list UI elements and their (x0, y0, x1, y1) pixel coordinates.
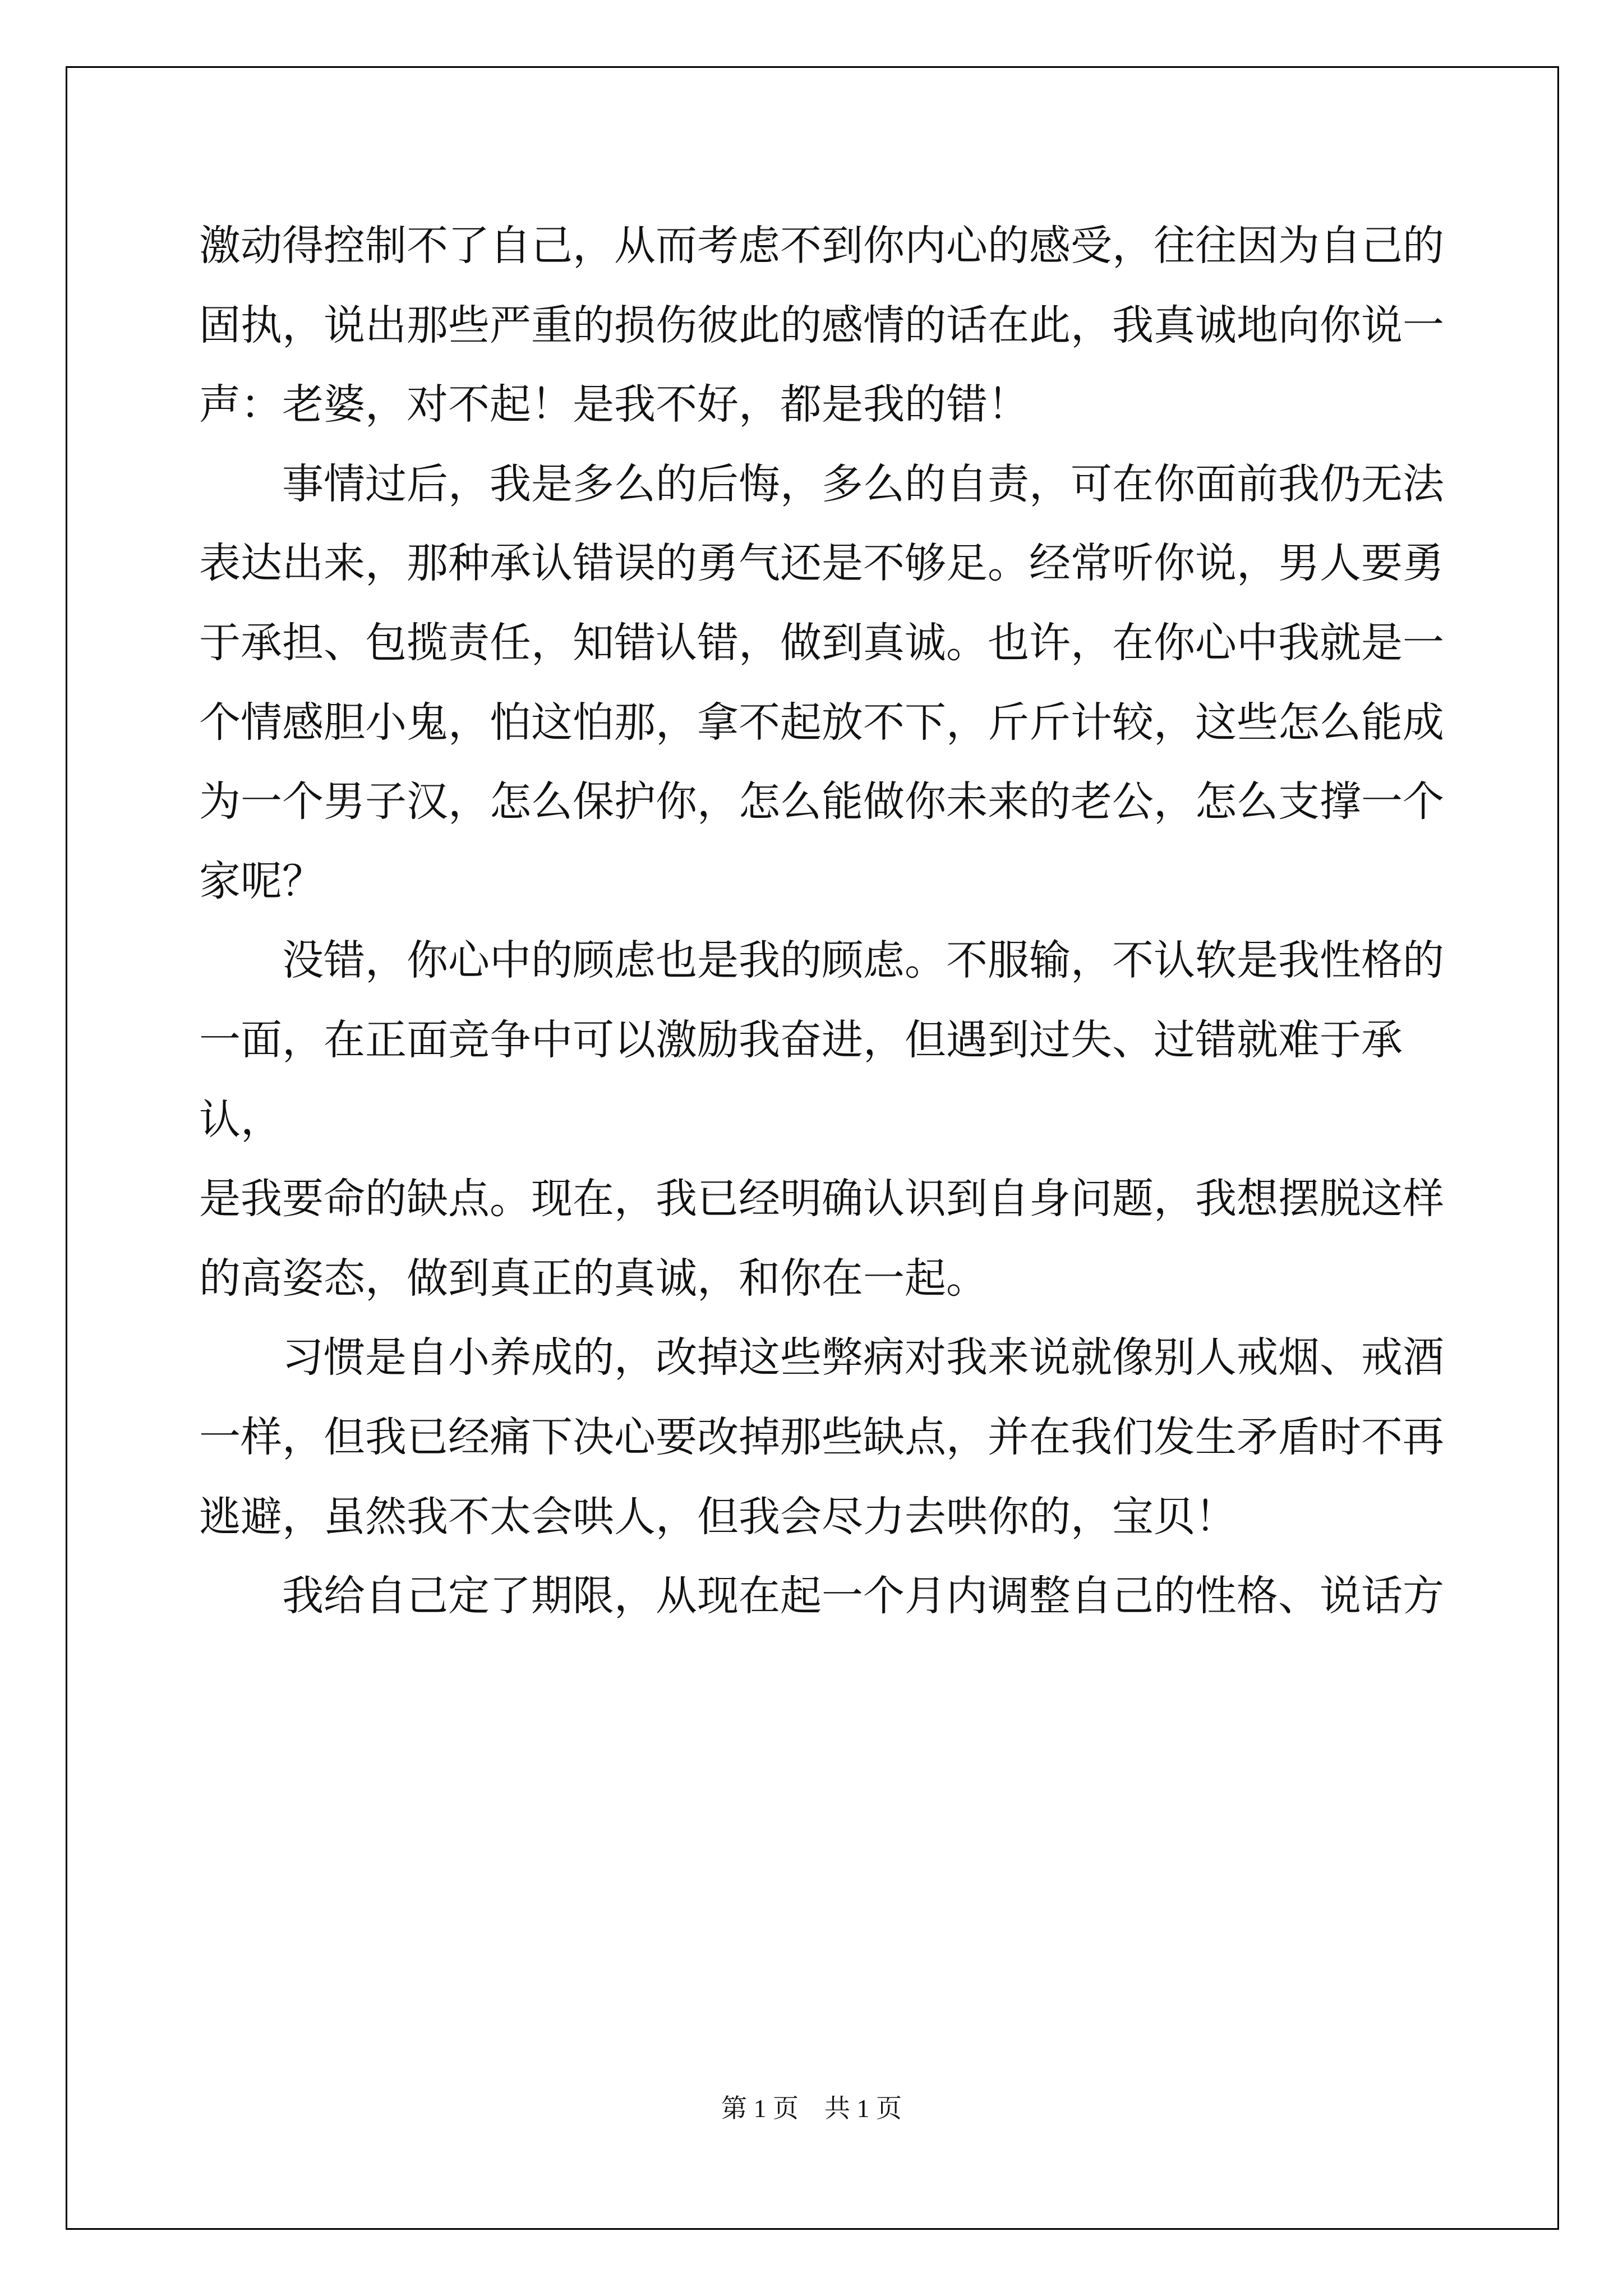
text-line: 没错，你心中的顾虑也是我的顾虑。不服输，不认软是我性格的 (199, 936, 1444, 985)
text-line: 我给自己定了期限，从现在起一个月内调整自己的性格、说话方 (199, 1572, 1444, 1621)
text-line: 逃避，虽然我不太会哄人，但我会尽力去哄你的，宝贝！ (199, 1492, 1237, 1541)
text-line: 声：老婆，对不起！是我不好，都是我的错！ (199, 380, 1029, 429)
text-line: 激动得控制不了自己，从而考虑不到你内心的感受，往往因为自己的 (199, 222, 1444, 270)
text-line: 为一个男子汉，怎么保护你，怎么能做你未来的老公，怎么支撑一个 (199, 777, 1444, 826)
text-line: 的高姿态，做到真正的真诚，和你在一起。 (199, 1254, 988, 1303)
text-line: 家呢？ (199, 857, 324, 905)
text-line: 一样，但我已经痛下决心要改掉那些缺点，并在我们发生矛盾时不再 (199, 1412, 1444, 1461)
text-line: 习惯是自小养成的，改掉这些弊病对我来说就像别人戒烟、戒酒 (199, 1333, 1444, 1382)
text-line: 事情过后，我是多么的后悔，多么的自责，可在你面前我仍无法 (199, 459, 1444, 508)
text-line: 个情感胆小鬼，怕这怕那，拿不起放不下，斤斤计较，这些怎么能成 (199, 698, 1444, 747)
text-line: 固执，说出那些严重的损伤彼此的感情的话在此，我真诚地向你说一 (199, 301, 1444, 349)
text-line: 是我要命的缺点。现在，我已经明确认识到自身问题，我想摆脱这样 (199, 1175, 1444, 1223)
text-line: 于承担、包揽责任，知错认错，做到真诚。也许，在你心中我就是一 (199, 618, 1444, 667)
text-line: 一面，在正面竞争中可以激励我奋进，但遇到过失、过错就难于承认， (199, 1015, 1403, 1144)
document-body (199, 206, 1455, 1636)
page-footer: 第 1 页 共 1 页 (721, 2094, 902, 2123)
text-line: 表达出来，那种承认错误的勇气还是不够足。经常听你说，男人要勇 (199, 539, 1444, 588)
